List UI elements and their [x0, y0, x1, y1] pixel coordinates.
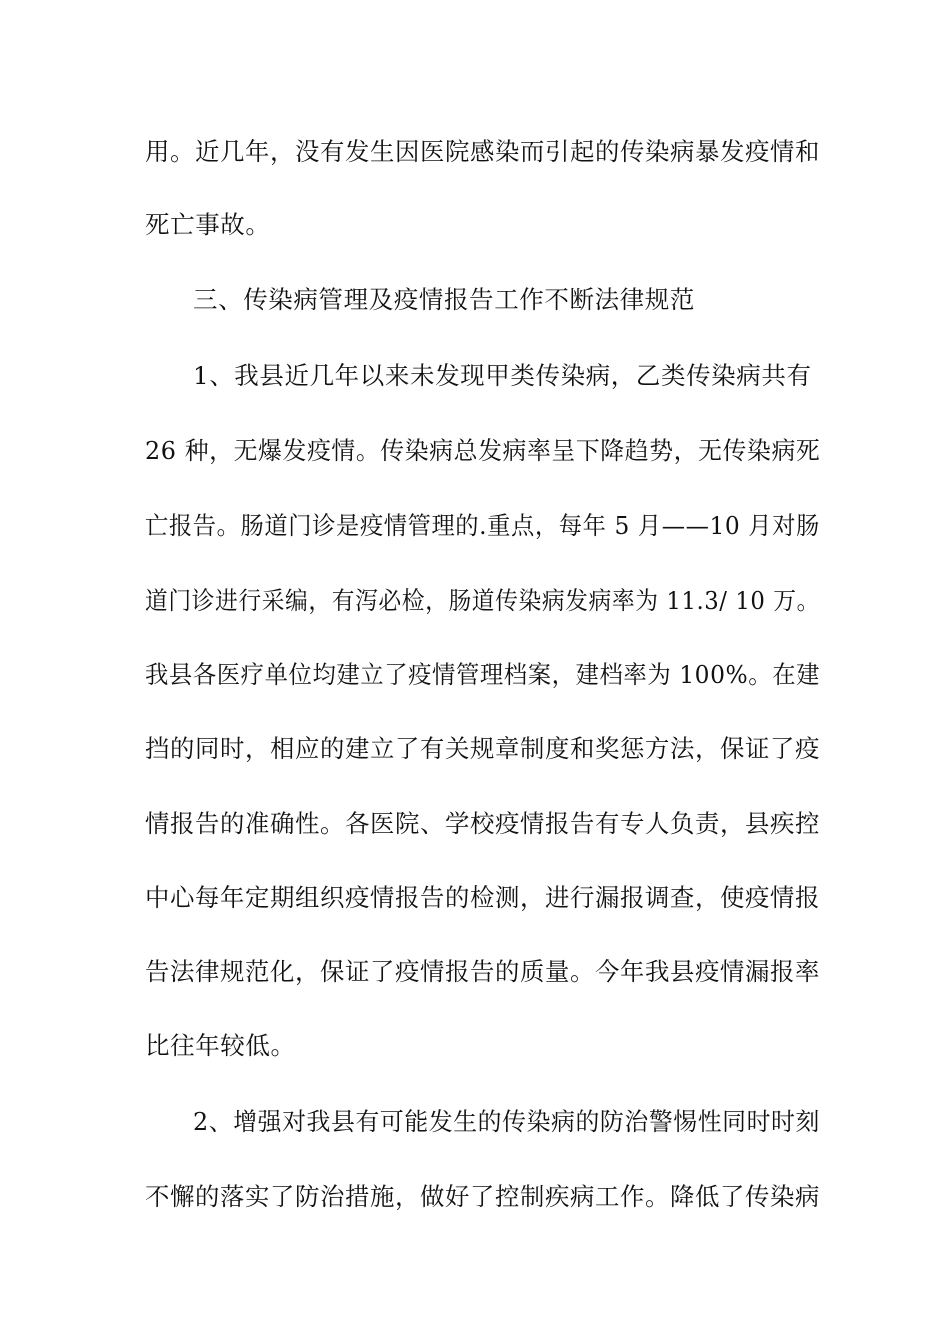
text-line: 道门诊进行采编，有泻必检，肠道传染病发病率为 11.3/ 10 万。	[145, 586, 820, 615]
text-line: 挡的同时，相应的建立了有关规章制度和奖惩方法，保证了疫	[145, 734, 820, 763]
text-line: 用。近几年，没有发生因医院感染而引起的传染病暴发疫情和	[145, 137, 820, 166]
section-heading: 三、传染病管理及疫情报告工作不断法律规范	[193, 285, 695, 314]
text-line: 亡报告。肠道门诊是疫情管理的.重点，每年 5 月——10 月对肠	[145, 511, 820, 540]
paragraph-start: 1、我县近几年以来未发现甲类传染病，乙类传染病共有	[193, 361, 812, 390]
text-line: 26 种，无爆发疫情。传染病总发病率呈下降趋势，无传染病死	[145, 436, 821, 465]
text-line: 我县各医疗单位均建立了疫情管理档案，建档率为 100%。在建	[145, 660, 821, 689]
text-line: 比往年较低。	[145, 1031, 296, 1060]
text-line: 告法律规范化，保证了疫情报告的质量。今年我县疫情漏报率	[145, 957, 820, 986]
text-line: 死亡事故。	[145, 210, 271, 239]
paragraph-start: 2、增强对我县有可能发生的传染病的防治警惕性同时时刻	[193, 1107, 820, 1136]
text-line: 情报告的准确性。各医院、学校疫情报告有专人负责，县疾控	[145, 809, 820, 838]
text-line: 不懈的落实了防治措施，做好了控制疾病工作。降低了传染病	[145, 1182, 820, 1211]
text-line: 中心每年定期组织疫情报告的检测，进行漏报调查，使疫情报	[145, 883, 820, 912]
